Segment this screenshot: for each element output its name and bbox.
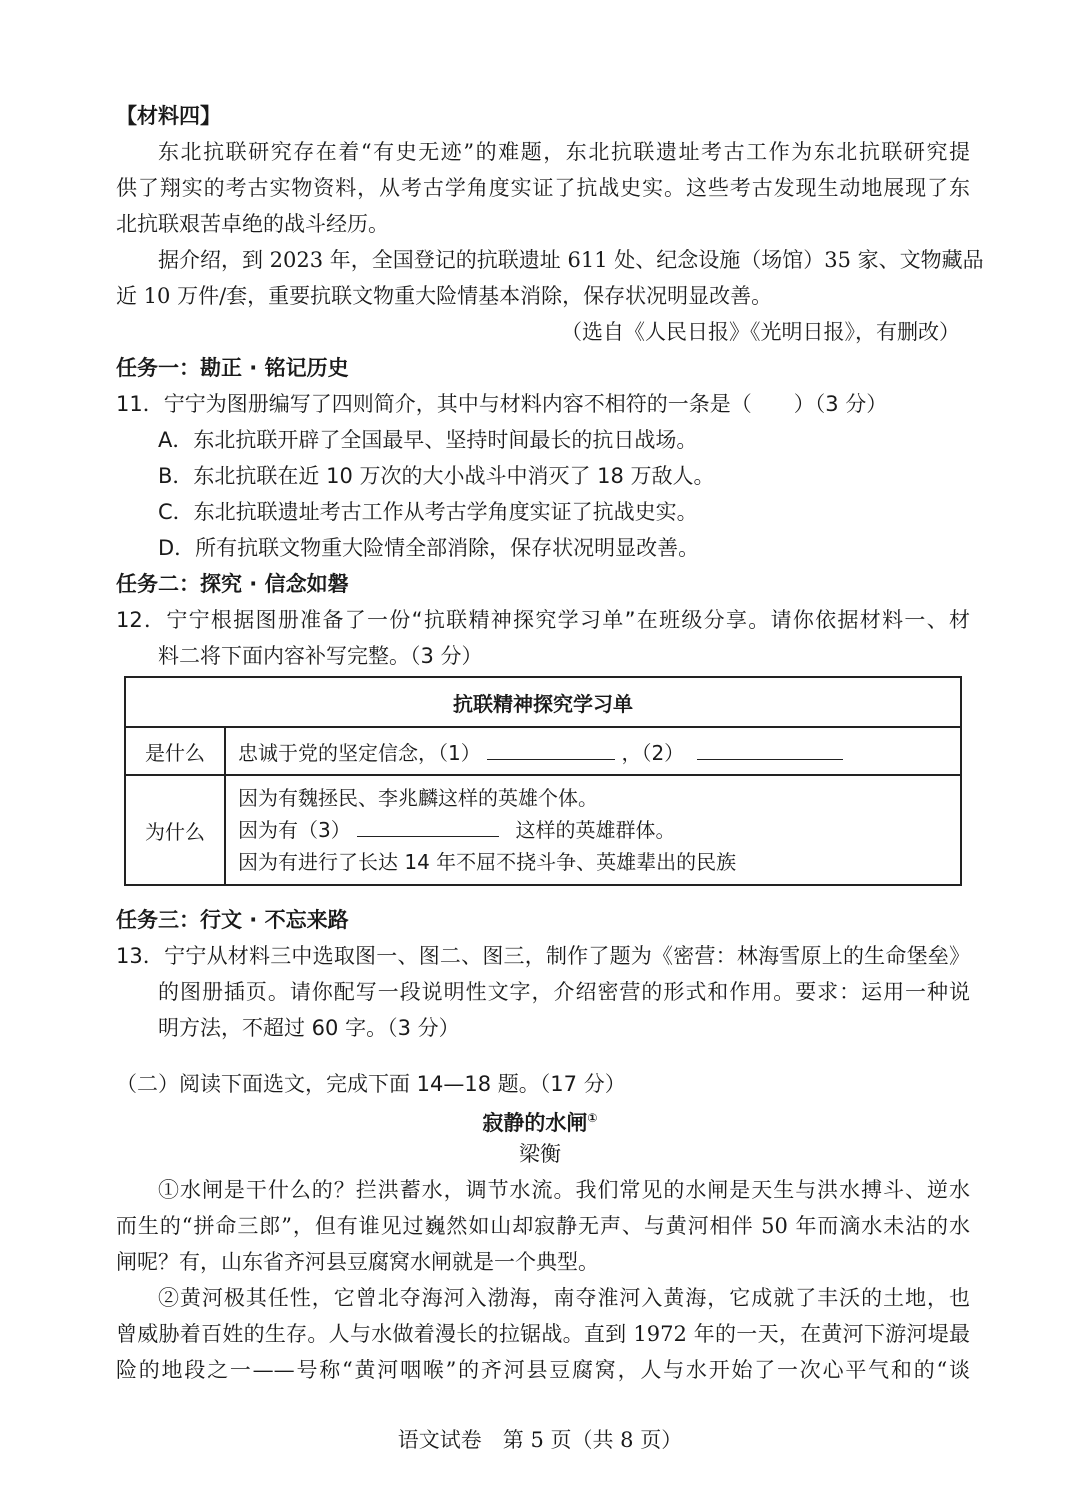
option-a: A．东北抗联开辟了全国最早、坚持时间最长的抗日战场。 — [158, 428, 698, 452]
study-sheet-table — [124, 676, 962, 886]
question-11: 11．宁宁为图册编写了四则简介，其中与材料内容不相符的一条是（ ）（3 分） — [116, 392, 888, 416]
task1-heading: 任务一：勘正 · 铭记历史 — [116, 356, 349, 380]
article-title-footnote-marker: ① — [587, 1111, 598, 1125]
article-p1-line2: 而生的“拼命三郎”，但有谁见过巍然如山却寂静无声、与黄河相伴 50 年而滴水未沾的水 — [116, 1214, 970, 1238]
article-p2-line2: 曾威胁着百姓的生存。人与水做着漫长的拉锯战。直到 1972 年的一天，在黄河下游河堤最 — [116, 1322, 970, 1346]
task2-heading: 任务二：探究 · 信念如磐 — [116, 572, 349, 596]
material4-p1-line1: 东北抗联研究存在着“有史无迹”的难题，东北抗联遗址考古工作为东北抗联研究提 — [158, 140, 970, 164]
article-title — [0, 1104, 1080, 1137]
task3-heading: 任务三：行文 · 不忘来路 — [116, 908, 349, 932]
answer-blank-3[interactable] — [357, 816, 499, 837]
article-p1-line3: 闸呢？有，山东省齐河县豆腐窝水闸就是一个典型。 — [116, 1250, 599, 1274]
article-author: 梁衡 — [519, 1142, 561, 1166]
question-13-line1: 13．宁宁从材料三中选取图一、图二、图三，制作了题为《密营：林海雪原上的生命堡垒》 — [116, 944, 970, 968]
row-why-line2 — [238, 814, 960, 846]
answer-blank-2[interactable] — [697, 739, 843, 760]
answer-blank-1[interactable] — [487, 739, 615, 760]
study-sheet-title: 抗联精神探究学习单 — [125, 677, 961, 727]
row-what-sep: ，（2） — [621, 740, 685, 765]
section2-intro: （二）阅读下面选文，完成下面 14—18 题。（17 分） — [116, 1072, 626, 1096]
row-why-content — [225, 775, 961, 885]
row-why-line3: 因为有进行了长达 14 年不屈不挠斗争、英雄辈出的民族 — [238, 850, 737, 874]
question-13-line2: 的图册插页。请你配写一段说明性文字，介绍密营的形式和作用。要求：运用一种说 — [158, 980, 970, 1004]
article-p2-line3: 险的地段之一——号称“黄河咽喉”的齐河县豆腐窝，人与水开始了一次心平气和的“谈 — [116, 1358, 970, 1382]
question-13-line3: 明方法，不超过 60 字。（3 分） — [158, 1016, 460, 1040]
material4-p1-line2: 供了翔实的考古实物资料，从考古学角度实证了抗战史实。这些考古发现生动地展现了东 — [116, 176, 970, 200]
material4-p2-line2: 近 10 万件/套，重要抗联文物重大险情基本消除，保存状况明显改善。 — [116, 284, 773, 308]
row-why-line2-suffix: 这样的英雄群体。 — [515, 818, 676, 842]
material4-heading: 【材料四】 — [116, 104, 221, 128]
question-12-line1: 12．宁宁根据图册准备了一份“抗联精神探究学习单”在班级分享。请你依据材料一、材 — [116, 608, 970, 632]
question-12-line2: 料二将下面内容补写完整。（3 分） — [158, 644, 483, 668]
option-c: C．东北抗联遗址考古工作从考古学角度实证了抗战史实。 — [158, 500, 698, 524]
article-title-text: 寂静的水闸 — [482, 1111, 588, 1135]
page-footer: 语文试卷 第 5 页（共 8 页） — [397, 1428, 683, 1452]
row-why-line2-prefix: 因为有（3） — [238, 818, 351, 842]
option-d: D．所有抗联文物重大险情全部消除，保存状况明显改善。 — [158, 536, 700, 560]
row-what-text: 忠诚于党的坚定信念，（1） — [238, 740, 481, 765]
option-b: B．东北抗联在近 10 万次的大小战斗中消灭了 18 万敌人。 — [158, 464, 715, 488]
material4-source: （选自《人民日报》《光明日报》，有删改） — [561, 320, 960, 344]
row-what-content — [225, 727, 961, 775]
article-p1-line1: ①水闸是干什么的？拦洪蓄水，调节水流。我们常见的水闸是天生与洪水搏斗、逆水 — [158, 1178, 970, 1202]
row-why-line1: 因为有魏拯民、李兆麟这样的英雄个体。 — [238, 786, 598, 810]
material4-p1-line3: 北抗联艰苦卓绝的战斗经历。 — [116, 212, 389, 236]
row-why-label: 为什么 — [125, 775, 225, 885]
material4-p2-line1: 据介绍，到 2023 年，全国登记的抗联遗址 611 处、纪念设施（场馆）35 家、文物藏品 — [158, 248, 984, 272]
article-p2-line1: ②黄河极其任性，它曾北夺海河入渤海，南夺淮河入黄海，它成就了丰沃的土地，也 — [158, 1286, 970, 1310]
row-what-label: 是什么 — [125, 727, 225, 775]
